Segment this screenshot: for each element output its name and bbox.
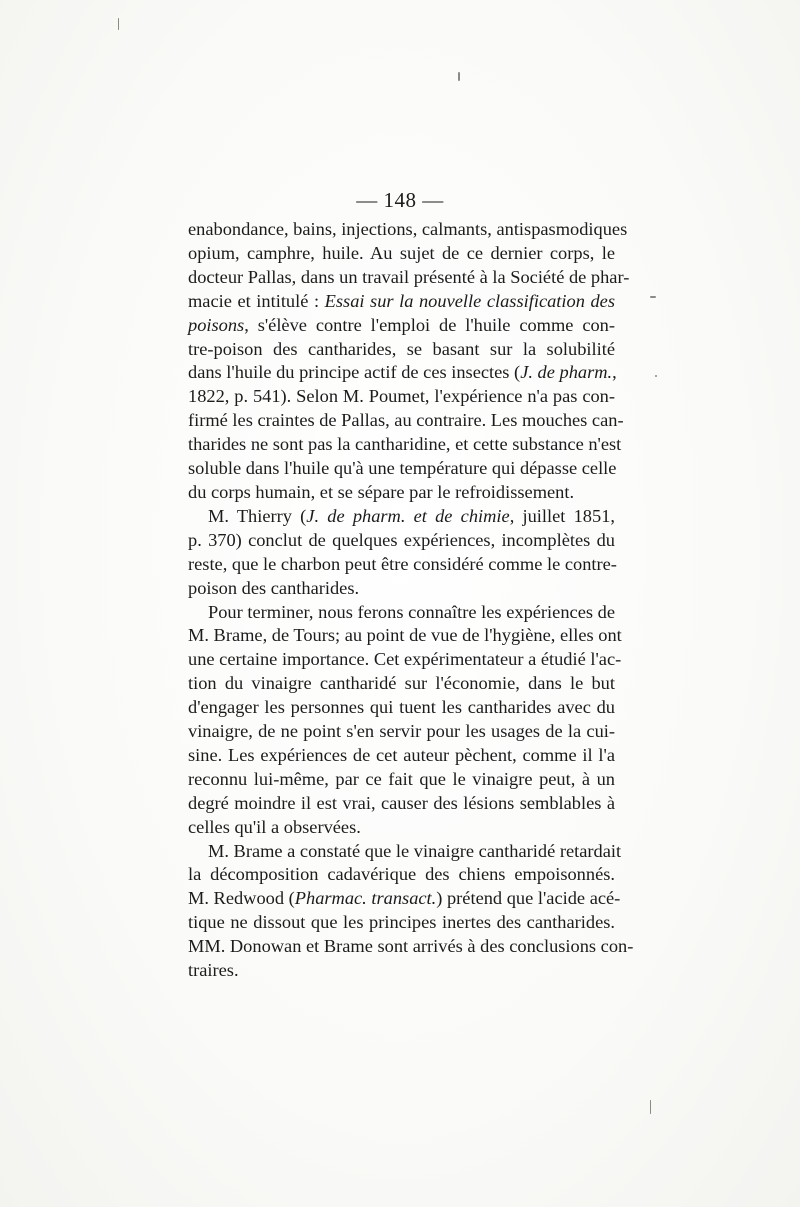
text-line: traires.: [188, 960, 239, 981]
text-line: M. Thierry (J. de pharm. et de chimie, juillet 1851,: [208, 505, 615, 526]
text-line: une certaine importance. Cet expérimentateur a étudié l'ac-: [188, 649, 622, 670]
text-line: la décomposition cadavérique des chiens empoisonnés.: [188, 864, 615, 885]
text-line: macie et intitulé : Essai sur la nouvelle classification des: [188, 290, 615, 311]
text-line: d'engager les personnes qui tuent les cantharides avec du: [188, 697, 615, 718]
paper-speck: [655, 375, 657, 377]
text-line: M. Brame, de Tours; au point de vue de l'hygiène, elles ont: [188, 625, 622, 646]
text-line: du corps humain, et se sépare par le refroidissement.: [188, 481, 575, 502]
text-line: Pour terminer, nous ferons connaître les expériences de: [208, 601, 615, 622]
text-line: reste, que le charbon peut être considéré comme le contre-: [188, 553, 617, 574]
text-line: poison des cantharides.: [188, 577, 360, 598]
paper-speck: [650, 296, 656, 298]
text-line: tre-poison des cantharides, se basant sur la solubilité: [188, 338, 615, 359]
text-line: vinaigre, de ne point s'en servir pour les usages de la cui-: [188, 721, 615, 742]
text-line: firmé les craintes de Pallas, au contraire. Les mouches can-: [188, 410, 624, 431]
text-line: M. Redwood (Pharmac. transact.) prétend que l'acide acé-: [188, 888, 621, 909]
text-line: M. Brame a constaté que le vinaigre cantharidé retardait: [208, 840, 622, 861]
text-line: sine. Les expériences de cet auteur pèchent, comme il l'a: [188, 744, 615, 765]
text-line: degré moindre il est vrai, causer des lésions semblables à: [188, 792, 615, 813]
text-line: opium, camphre, huile. Au sujet de ce dernier corps, le: [188, 242, 615, 263]
text-line: enabondance, bains, injections, calmants, antispasmodiques: [188, 219, 628, 239]
text-line: soluble dans l'huile qu'à une température qui dépasse celle: [188, 458, 617, 479]
text-line: docteur Pallas, dans un travail présenté à la Société de phar-: [188, 266, 630, 287]
text-line: MM. Donowan et Brame sont arrivés à des conclusions con-: [188, 936, 634, 957]
text-line: dans l'huile du principe actif de ces insectes (J. de pharm.,: [188, 362, 617, 383]
text-line: p. 370) conclut de quelques expériences, incomplètes du: [188, 529, 615, 550]
paper-speck: [458, 72, 460, 81]
text-line: tharides ne sont pas la cantharidine, et cette substance n'est: [188, 434, 622, 455]
paragraph-1: [188, 218, 630, 505]
text-line: reconnu lui-même, par ce fait que le vinaigre peut, à un: [188, 768, 615, 789]
text-line: celles qu'il a observées.: [188, 816, 361, 837]
paper-speck: [118, 18, 119, 30]
paragraph-4: [188, 840, 634, 983]
text-line: 1822, p. 541). Selon M. Poumet, l'expérience n'a pas con-: [188, 386, 615, 407]
paragraph-2: [188, 505, 615, 601]
text-line: tique ne dissout que les principes inertes des cantharides.: [188, 912, 615, 933]
text-line: poisons, s'élève contre l'emploi de l'huile comme con-: [188, 314, 615, 335]
body-text: [188, 218, 634, 983]
page-number: — 148 —: [356, 188, 444, 212]
paragraph-3: [188, 601, 622, 840]
text-line: tion du vinaigre cantharidé sur l'économie, dans le but: [188, 673, 615, 694]
paper-speck: [650, 1100, 651, 1114]
